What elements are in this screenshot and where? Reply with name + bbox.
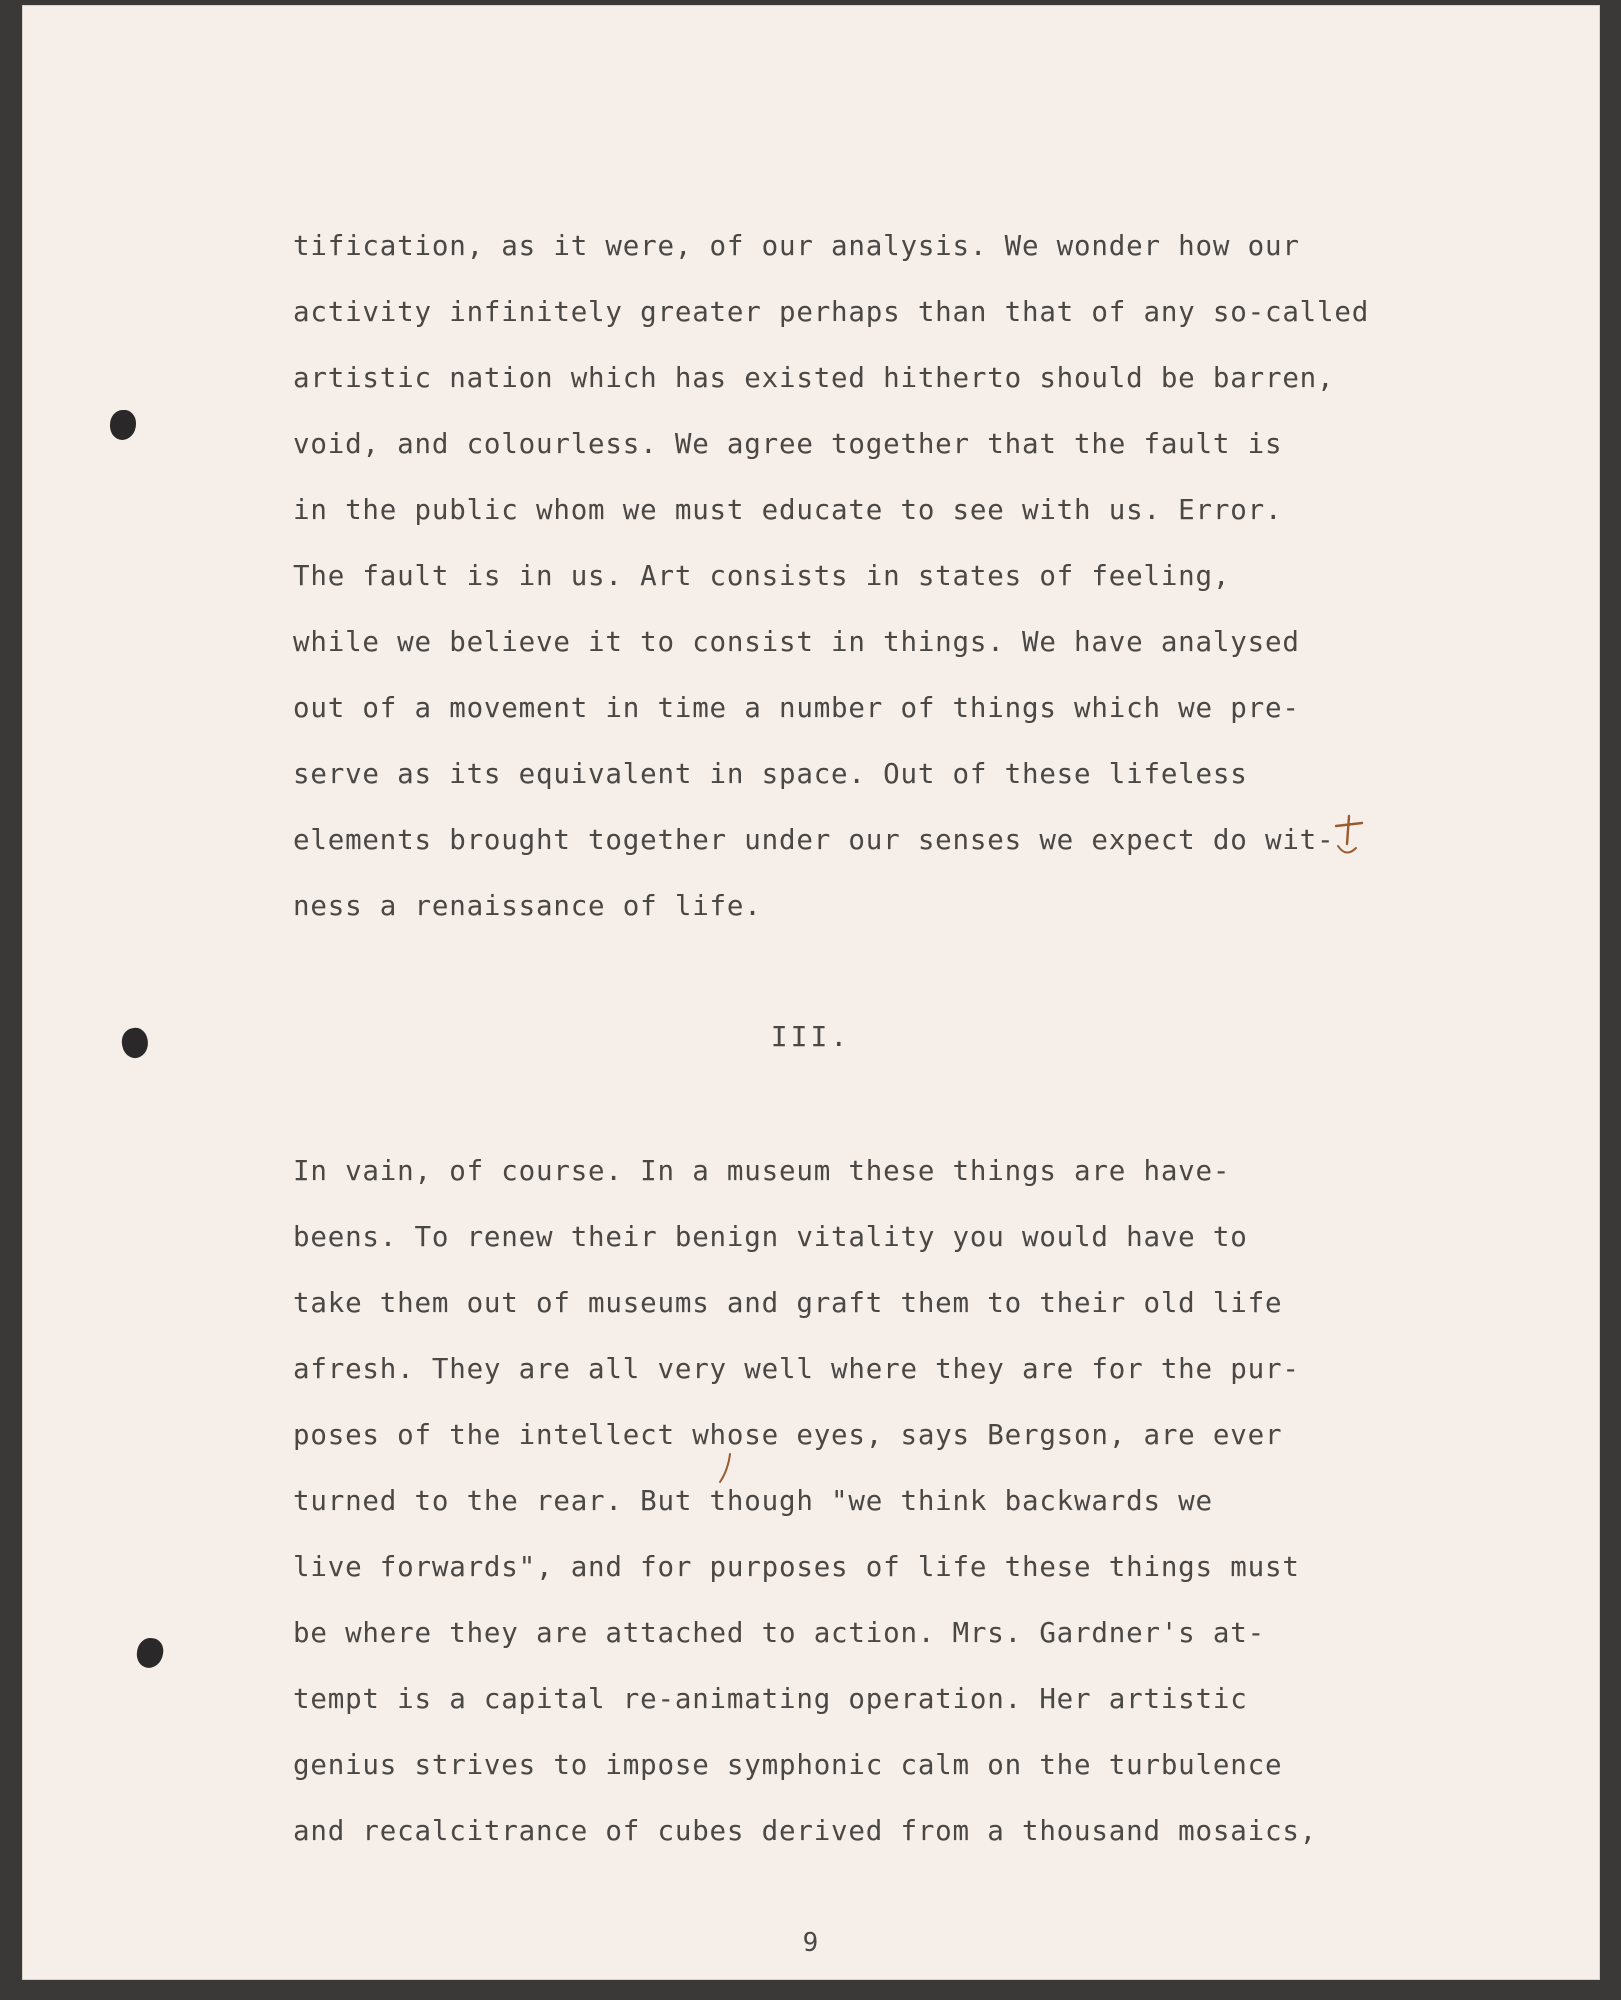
section-heading: III. [770,1020,851,1053]
text-line: genius strives to impose symphonic calm on the turbulence [293,1749,1283,1781]
text-line: live forwards", and for purposes of life these things must [293,1551,1300,1583]
text-line: poses of the intellect whose eyes, says Bergson, are ever [293,1419,1283,1451]
text-line: afresh. They are all very well where they are for the pur- [293,1353,1300,1385]
text-line: beens. To renew their benign vitality you would have to [293,1221,1248,1253]
page-number: 9 [802,1928,819,1958]
text-line: while we believe it to consist in things. We have analysed [293,626,1300,658]
pen-correction-mark [1332,814,1366,860]
text-line: tempt is a capital re-animating operation. Her artistic [293,1683,1248,1715]
text-line: and recalcitrance of cubes derived from a thousand mosaics, [293,1815,1318,1847]
text-line: tification, as it were, of our analysis. We wonder how our [293,230,1300,262]
text-line: take them out of museums and graft them to their old life [293,1287,1283,1319]
text-line: void, and colourless. We agree together that the fault is [293,428,1283,460]
text-line: The fault is in us. Art consists in states of feeling, [293,560,1231,592]
text-line: elements brought together under our senses we expect do wit- [293,824,1335,856]
text-line: In vain, of course. In a museum these things are have- [293,1155,1231,1187]
pen-comma-mark [716,1450,736,1486]
text-line: be where they are attached to action. Mrs. Gardner's at- [293,1617,1265,1649]
text-line: serve as its equivalent in space. Out of these lifeless [293,758,1248,790]
text-line: turned to the rear. But though "we think backwards we [293,1485,1213,1517]
text-line: out of a movement in time a number of things which we pre- [293,692,1300,724]
text-line: ness a renaissance of life. [293,890,762,922]
text-line: activity infinitely greater perhaps than that of any so-called [293,296,1370,328]
punch-hole [135,1636,165,1669]
text-line: artistic nation which has existed hitherto should be barren, [293,362,1335,394]
text-line: in the public whom we must educate to see with us. Error. [293,494,1283,526]
punch-hole [110,410,136,440]
